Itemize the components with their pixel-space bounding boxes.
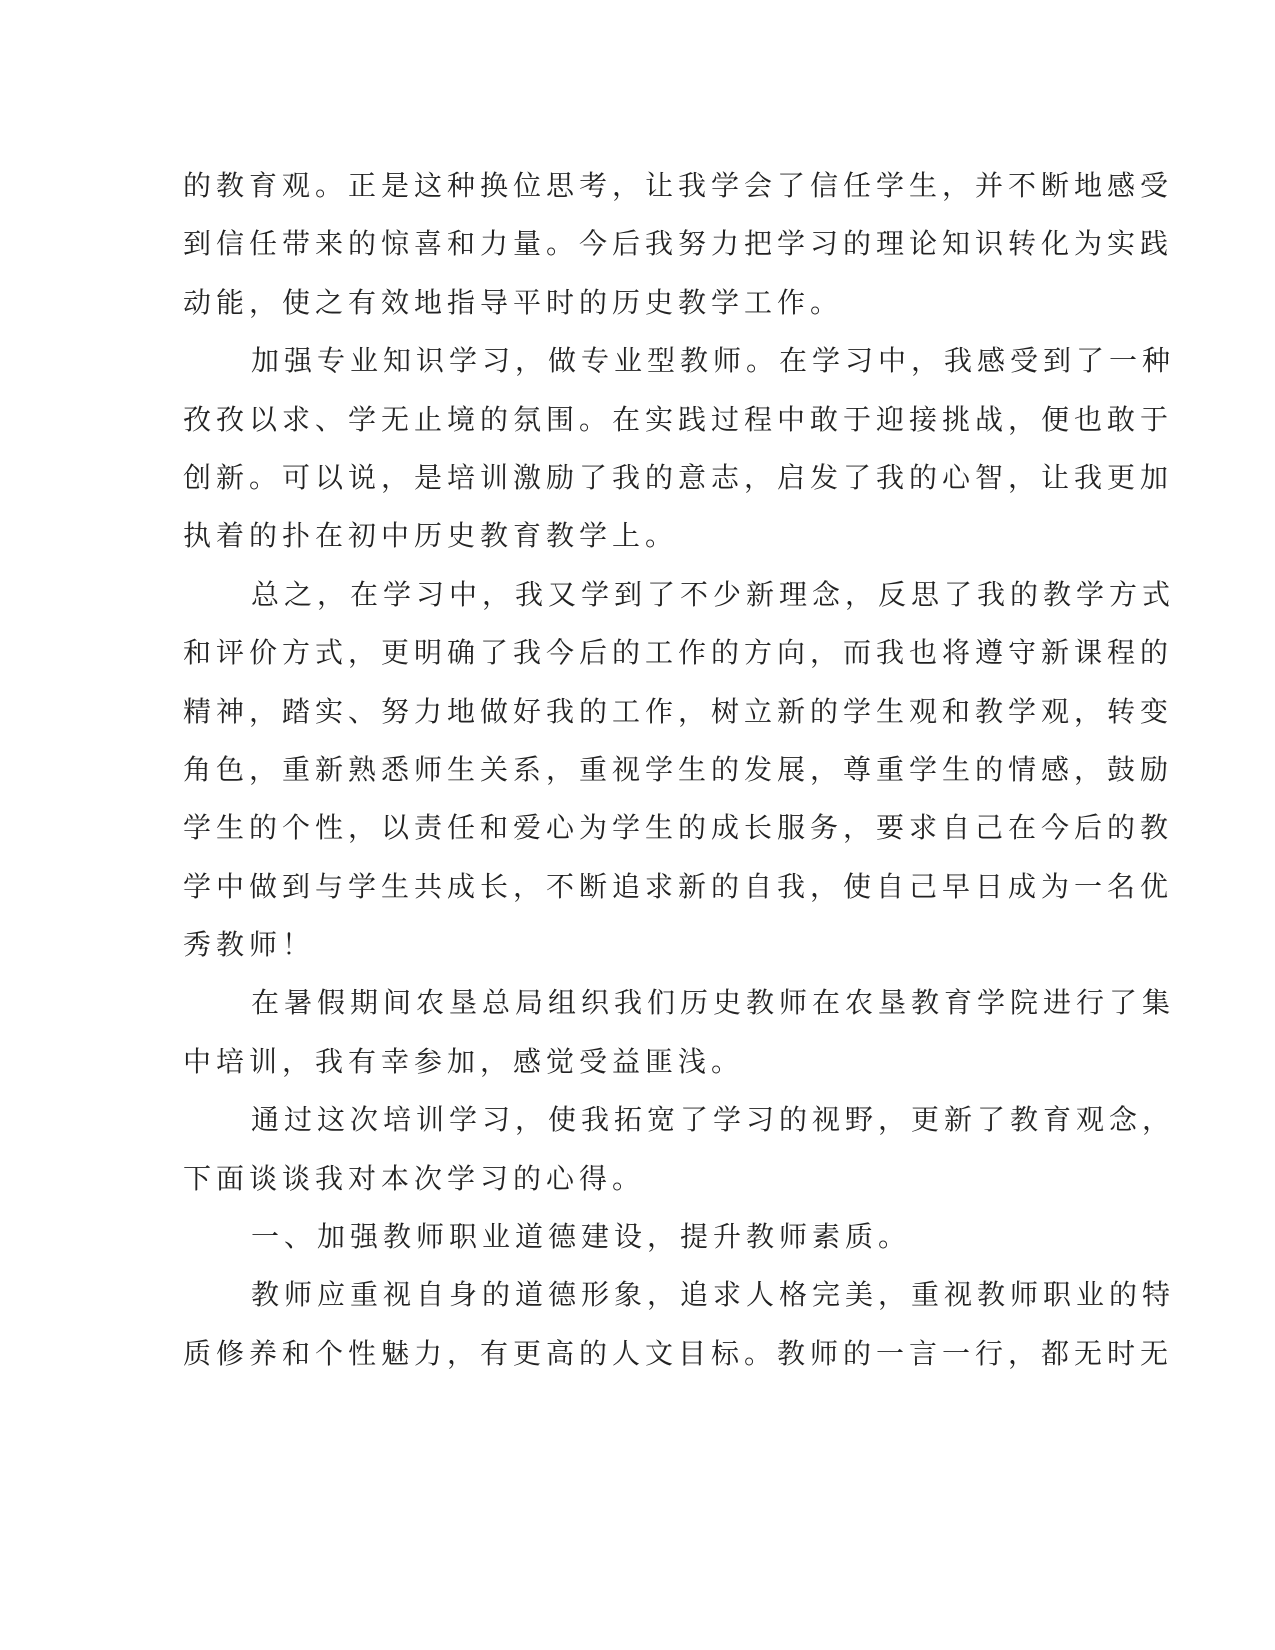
text-line: 学生的个性，以责任和爱心为学生的成长服务，要求自己在今后的教 <box>183 811 1174 845</box>
text-line: 精神，踏实、努力地做好我的工作，树立新的学生观和教学观，转变 <box>183 694 1174 728</box>
text-line: 总之，在学习中，我又学到了不少新理念，反思了我的教学方式 <box>251 577 1176 611</box>
text-line: 动能，使之有效地指导平时的历史教学工作。 <box>183 285 844 319</box>
text-line: 孜孜以求、学无止境的氛围。在实践过程中敢于迎接挑战，便也敢于 <box>183 402 1174 436</box>
text-line: 质修养和个性魅力，有更高的人文目标。教师的一言一行，都无时无 <box>183 1336 1174 1370</box>
text-line: 到信任带来的惊喜和力量。今后我努力把学习的理论知识转化为实践 <box>183 227 1174 261</box>
text-line: 的教育观。正是这种换位思考，让我学会了信任学生，并不断地感受 <box>183 169 1174 202</box>
text-line: 中培训，我有幸参加，感觉受益匪浅。 <box>183 1044 745 1078</box>
text-line: 下面谈谈我对本次学习的心得。 <box>183 1161 646 1195</box>
text-line: 学中做到与学生共成长，不断追求新的自我，使自己早日成为一名优 <box>183 869 1174 903</box>
text-line: 执着的扑在初中历史教育教学上。 <box>183 519 679 553</box>
text-line: 一、加强教师职业道德建设，提升教师素质。 <box>251 1220 912 1254</box>
text-line: 和评价方式，更明确了我今后的工作的方向，而我也将遵守新课程的 <box>183 636 1174 670</box>
text-line: 在暑假期间农垦总局组织我们历史教师在农垦教育学院进行了集 <box>251 986 1176 1020</box>
body-text <box>183 157 1176 1383</box>
text-line: 角色，重新熟悉师生关系，重视学生的发展，尊重学生的情感，鼓励 <box>183 752 1174 786</box>
text-line: 创新。可以说，是培训激励了我的意志，启发了我的心智，让我更加 <box>183 460 1174 494</box>
text-line: 加强专业知识学习，做专业型教师。在学习中，我感受到了一种 <box>251 344 1176 378</box>
text-line: 秀教师！ <box>183 928 316 962</box>
text-line: 通过这次培训学习，使我拓宽了学习的视野，更新了教育观念， <box>251 1103 1176 1137</box>
text-line: 教师应重视自身的道德形象，追求人格完美，重视教师职业的特 <box>251 1278 1176 1312</box>
